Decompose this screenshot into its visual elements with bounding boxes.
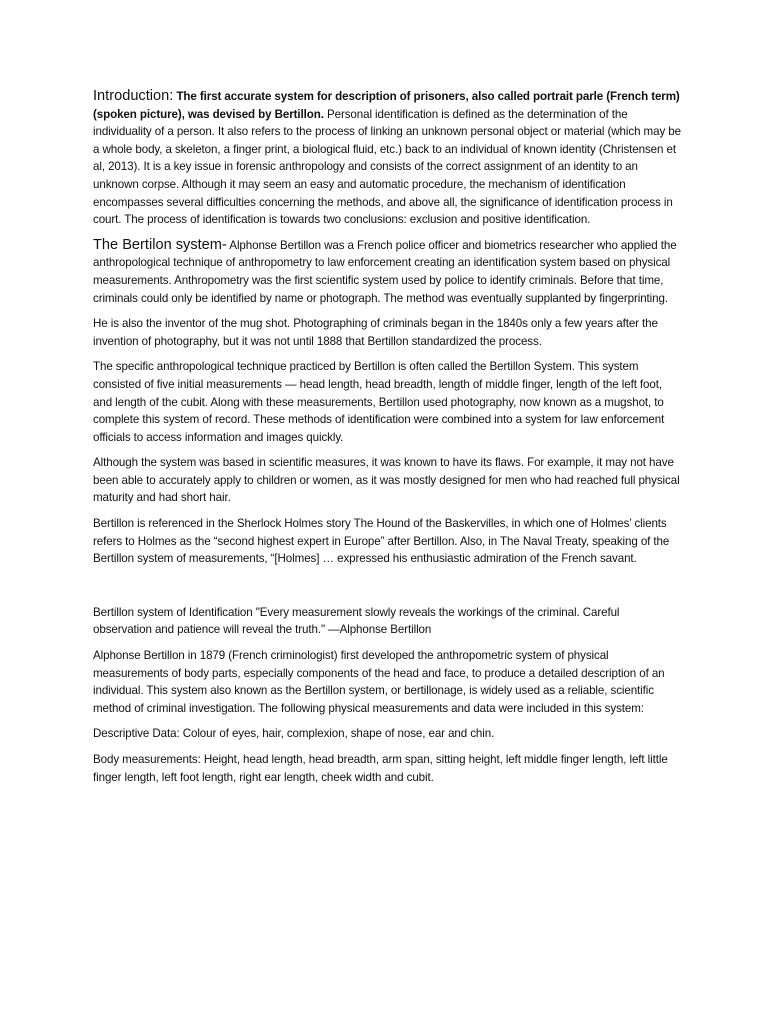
intro-heading: Introduction: <box>93 88 174 104</box>
document-page <box>93 88 681 794</box>
intro-body: Personal identification is defined as the determination of the individuality of a person. It also refers to the process of linking an unknown personal object or material (which may be a whole body, a skeleton, a finger print, a biological fluid, etc.) back to an individual of known identity (Christensen et al, 2013). It is a key issue in forensic anthropology and consists of the correct assignment of an identity to an unknown corpse. Although it may seem an easy and automatic procedure, the mechanism of identification encompasses several difficulties concerning the methods, and above all, the significance of identification process in court. The process of identification is towards two conclusions: exclusion and positive identification. <box>93 107 681 227</box>
bertillon-paragraph <box>93 237 681 307</box>
bertillon-body: Alphonse Bertillon was a French police officer and biometrics researcher who applied the anthropological technique of anthropometry to law enforcement creating an identification system based on physical measurements. Anthropometry was the first scientific system used by police to identify criminals. Before that time, criminals could only be identified by name or photograph. The method was eventually supplanted by fingerprinting. <box>93 238 677 305</box>
section-spacer <box>93 576 681 604</box>
sherlock-paragraph: Bertillon is referenced in the Sherlock Holmes story The Hound of the Baskervilles, in which one of Holmes’ clients refers to Holmes as the “second highest expert in Europe” after Bertillon. Also, in The Naval Treaty, speaking of the Bertillon system of measurements, “[Holmes] … expressed his enthusiastic admiration of the French savant. <box>93 517 670 566</box>
bertillon-heading: The Bertilon system- <box>93 236 227 253</box>
intro-paragraph <box>93 88 681 229</box>
body-measurements-paragraph: Body measurements: Height, head length, head breadth, arm span, sitting height, left middle finger length, left little finger length, left foot length, right ear length, cheek width and cubit. <box>93 753 668 784</box>
mugshot-paragraph: He is also the inventor of the mug shot. Photographing of criminals began in the 1840s only a few years after the invention of photography, but it was not until 1888 that Bertillon standardized the process. <box>93 317 658 348</box>
history-paragraph: Alphonse Bertillon in 1879 (French criminologist) first developed the anthropometric system of physical measurements of body parts, especially components of the head and face, to produce a detailed description of an individual. This system also known as the Bertillon system, or bertillonage, is widely used as a reliable, scientific method of criminal investigation. The following physical measurements and data were included in this system: <box>93 649 665 715</box>
bertillon-system-paragraph: The specific anthropological technique practiced by Bertillon is often called the Bertillon System. This system consisted of five initial measurements — head length, head breadth, length of middle finger, length of the left foot, and length of the cubit. Along with these measurements, Bertillon used photography, now known as a mugshot, to complete this system of record. These methods of identification were combined into a system for law enforcement officials to access information and images quickly. <box>93 360 665 444</box>
flaws-paragraph: Although the system was based in scientific measures, it was known to have its flaws. For example, it may not have been able to accurately apply to children or women, as it was mostly designed for men who had reached full physical maturity and had short hair. <box>93 456 680 505</box>
quote-paragraph: Bertillon system of Identification "Every measurement slowly reveals the workings of the criminal. Careful observation and patience will reveal the truth." —Alphonse Bertillon <box>93 605 620 637</box>
descriptive-data-paragraph: Descriptive Data: Colour of eyes, hair, complexion, shape of nose, ear and chin. <box>93 727 495 741</box>
intro-bold-lead: The first accurate system for description of prisoners, also called portrait parle (French term) (spoken picture), was devised by Bertillon. <box>93 90 680 121</box>
